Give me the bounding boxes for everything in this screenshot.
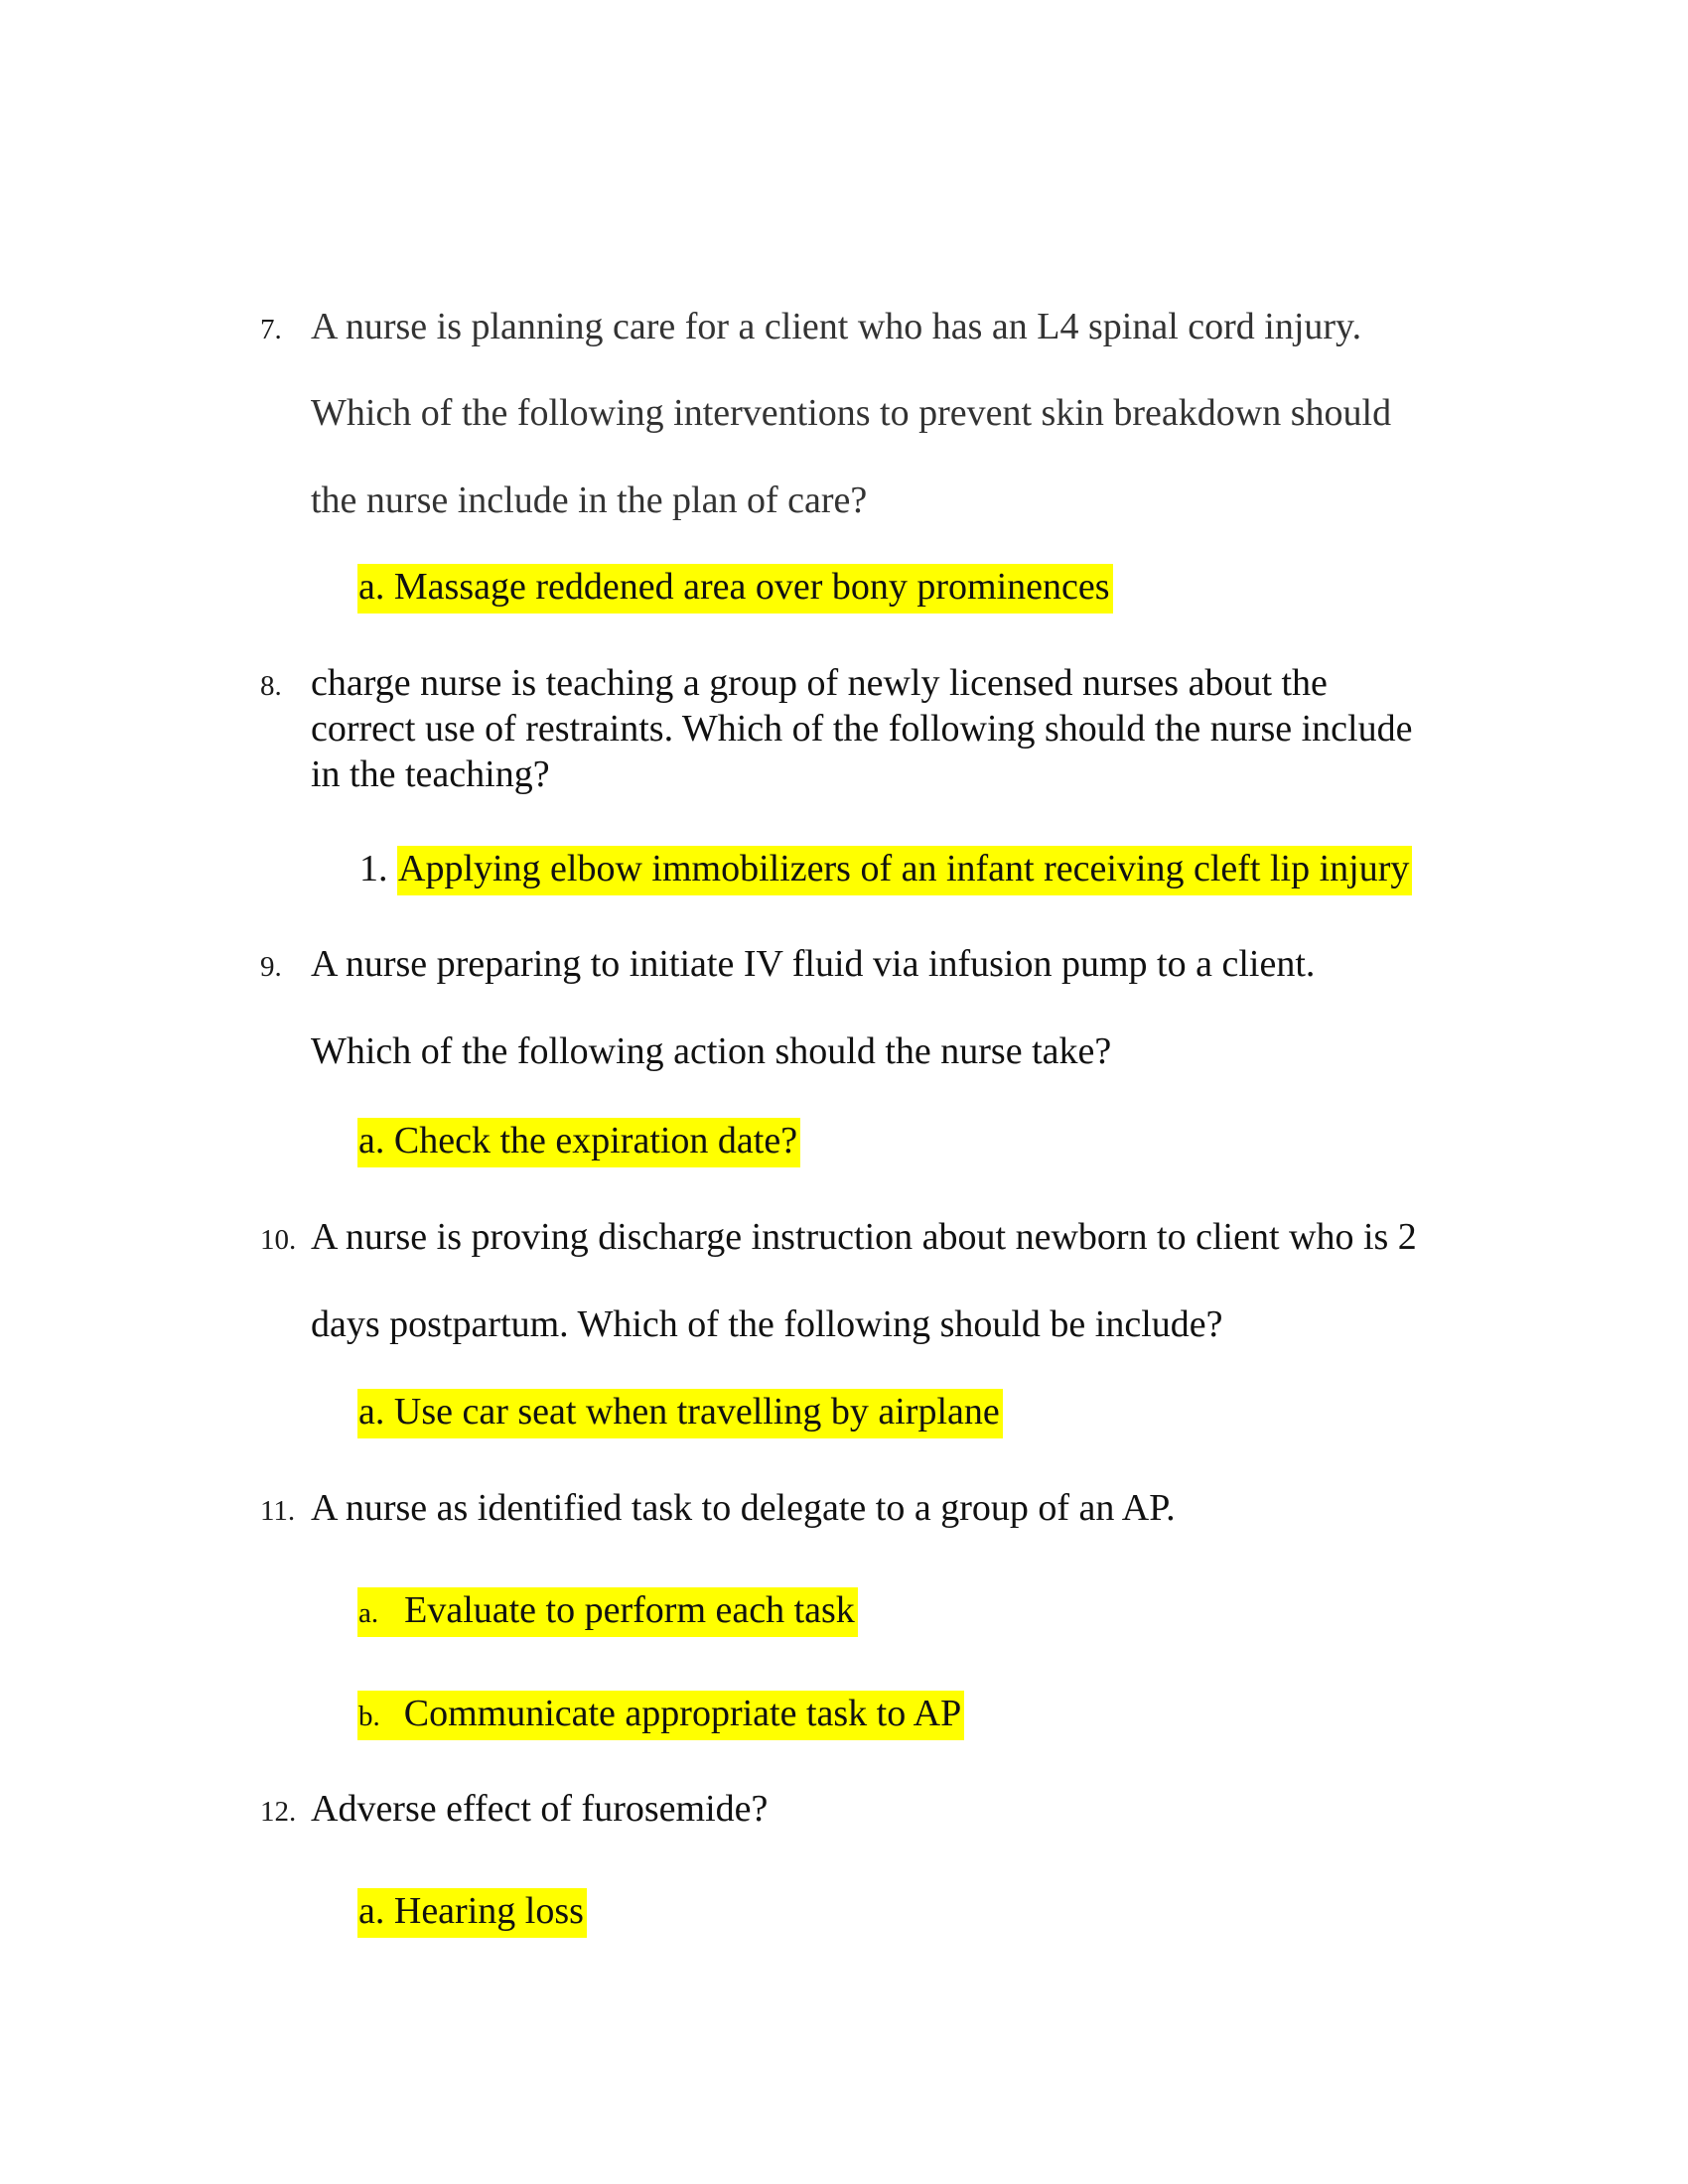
question-12-line-1: Adverse effect of furosemide? [311, 1788, 769, 1830]
question-11-answer-b [357, 1695, 964, 1732]
question-12-answer-a [357, 1892, 587, 1930]
question-7-line-1: A nurse is planning care for a client who has an L4 spinal cord injury. [311, 306, 1362, 347]
question-9-number: 9. [260, 951, 282, 983]
question-7-number: 7. [260, 314, 282, 345]
question-11-answer-b-label: b. [358, 1701, 380, 1732]
question-8-answer-1-text: Applying elbow immobilizers of an infant receiving cleft lip injury [397, 846, 1412, 895]
question-11-number: 11. [260, 1495, 296, 1527]
question-8-answer-1-label: 1. [359, 848, 388, 889]
question-12-answer-a-text: Hearing loss [384, 1890, 584, 1932]
question-7-answer-a-label: a. [358, 566, 385, 608]
question-11-answer-a-label: a. [358, 1597, 379, 1629]
question-11-answer-a-text: Evaluate to perform each task [404, 1589, 855, 1631]
question-9-answer-a [357, 1122, 800, 1160]
question-8-line-3: in the teaching? [311, 753, 550, 795]
question-10-number: 10. [260, 1224, 297, 1256]
question-8-answer-1 [359, 850, 1412, 887]
question-10-line-2: days postpartum. Which of the following should be include? [311, 1303, 1223, 1345]
question-10-answer-a-label: a. [358, 1391, 385, 1433]
question-9-answer-a-text: Check the expiration date? [384, 1120, 798, 1161]
question-9-line-2: Which of the following action should the nurse take? [311, 1030, 1112, 1072]
question-10-line-1: A nurse is proving discharge instruction about newborn to client who is 2 [311, 1216, 1417, 1258]
question-11-line-1: A nurse as identified task to delegate to a group of an AP. [311, 1487, 1176, 1529]
question-7-answer-a [357, 568, 1113, 606]
question-12-answer-a-label: a. [358, 1890, 385, 1932]
question-7-answer-a-text: Massage reddened area over bony prominences [384, 566, 1110, 608]
question-9-answer-a-label: a. [358, 1120, 385, 1161]
question-11-answer-b-text: Communicate appropriate task to AP [403, 1693, 962, 1734]
question-8-line-1: charge nurse is teaching a group of newly licensed nurses about the [311, 662, 1328, 704]
question-8-line-2: correct use of restraints. Which of the following should the nurse include [311, 708, 1413, 750]
question-7-line-2: Which of the following interventions to prevent skin breakdown should [311, 392, 1392, 434]
question-8-number: 8. [260, 670, 282, 702]
question-11-answer-a [357, 1591, 858, 1629]
question-10-answer-a-text: Use car seat when travelling by airplane [384, 1391, 1000, 1433]
question-9-line-1: A nurse preparing to initiate IV fluid via infusion pump to a client. [311, 943, 1316, 985]
question-10-answer-a [357, 1393, 1003, 1431]
question-7-line-3: the nurse include in the plan of care? [311, 479, 868, 521]
question-12-number: 12. [260, 1796, 297, 1828]
